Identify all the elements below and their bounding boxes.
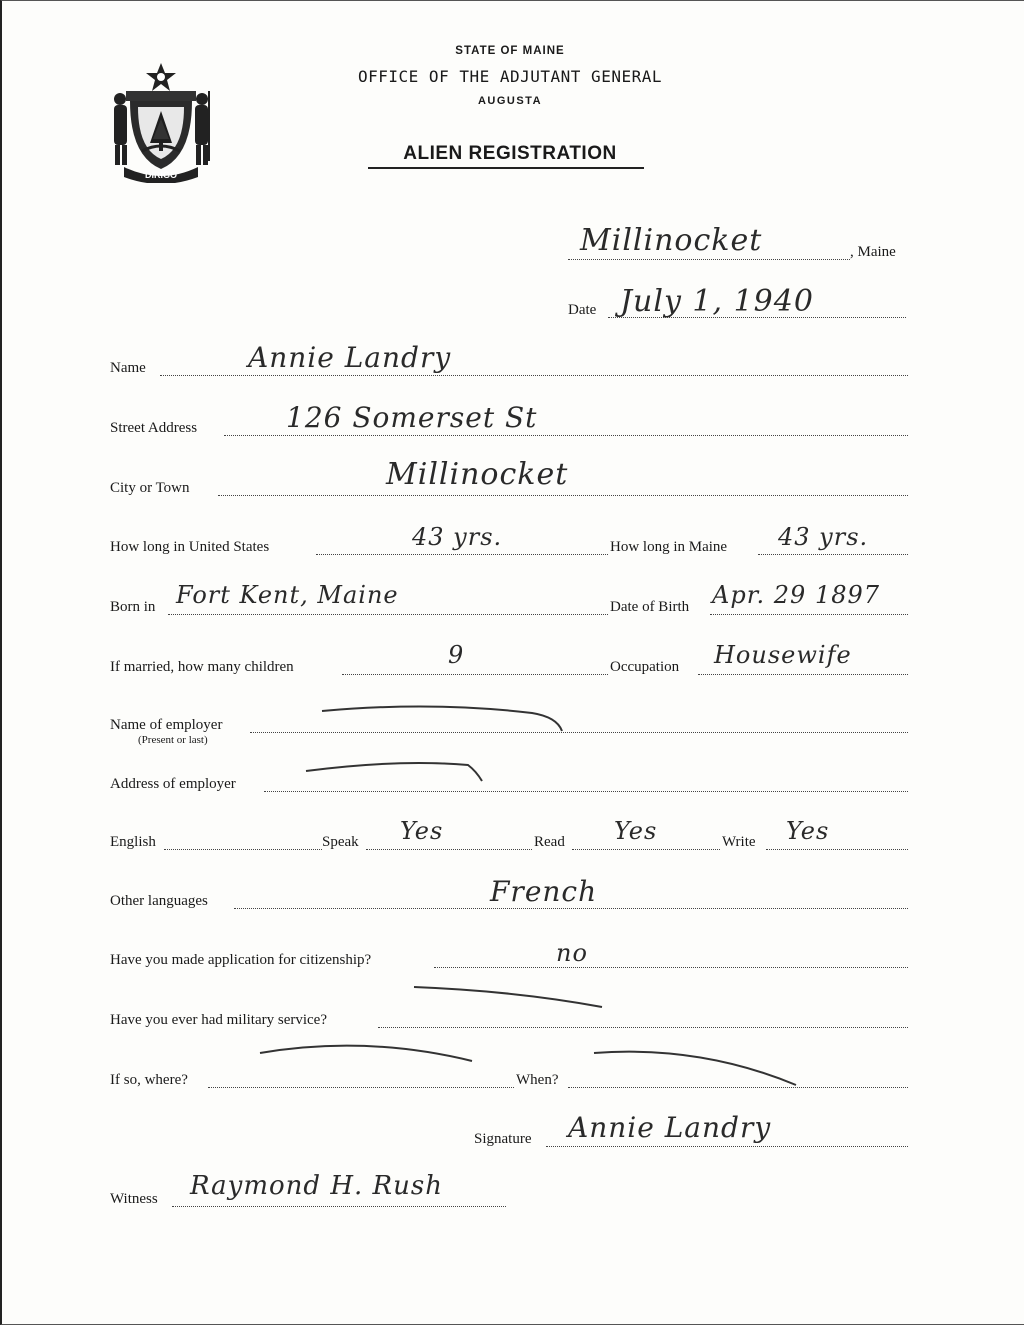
employer-address-line xyxy=(264,790,908,792)
other-languages-value: French xyxy=(490,875,598,908)
speak-value: Yes xyxy=(400,817,444,845)
employer-sublabel: (Present or last) xyxy=(138,734,208,746)
years-maine-line xyxy=(758,553,908,555)
years-maine-label: How long in Maine xyxy=(610,539,728,555)
occupation-label: Occupation xyxy=(610,659,680,675)
street-label: Street Address xyxy=(110,420,198,436)
when-label: When? xyxy=(516,1072,559,1088)
date-value: July 1, 1940 xyxy=(620,284,814,319)
years-us-label: How long in United States xyxy=(110,539,270,555)
witness-value: Raymond H. Rush xyxy=(190,1171,443,1201)
form-title: ALIEN REGISTRATION xyxy=(403,143,617,164)
english-label: English xyxy=(110,834,156,850)
write-label: Write xyxy=(722,834,756,850)
street-value: 126 Somerset St xyxy=(286,401,538,434)
write-value: Yes xyxy=(786,817,830,845)
english-line xyxy=(164,848,322,850)
dob-value: Apr. 29 1897 xyxy=(712,581,881,609)
name-label: Name xyxy=(110,360,146,376)
place-line xyxy=(568,258,850,260)
dob-label: Date of Birth xyxy=(610,599,690,615)
children-label: If married, how many children xyxy=(110,659,294,675)
where-line xyxy=(208,1086,514,1088)
city-label: City or Town xyxy=(110,480,190,496)
born-in-label: Born in xyxy=(110,599,156,615)
speak-label: Speak xyxy=(322,834,359,850)
military-label: Have you ever had military service? xyxy=(110,1012,327,1028)
name-value: Annie Landry xyxy=(248,341,452,374)
where-dash-stroke xyxy=(256,1031,486,1071)
signature-value: Annie Landry xyxy=(568,1111,772,1144)
citizenship-value: no xyxy=(556,939,588,967)
military-line xyxy=(378,1026,908,1028)
city-line xyxy=(218,494,908,496)
children-line xyxy=(342,673,608,675)
date-label: Date xyxy=(568,302,597,318)
speak-line xyxy=(366,848,532,850)
where-label: If so, where? xyxy=(110,1072,188,1088)
write-line xyxy=(766,848,908,850)
other-languages-label: Other languages xyxy=(110,893,208,909)
employer-label: Name of employer xyxy=(110,717,223,733)
witness-label: Witness xyxy=(110,1191,158,1207)
citizenship-line xyxy=(434,966,908,968)
header-city: AUGUSTA xyxy=(477,95,543,107)
dob-line xyxy=(710,613,908,615)
employer-dash-stroke xyxy=(312,701,572,741)
children-value: 9 xyxy=(448,641,465,669)
read-label: Read xyxy=(534,834,565,850)
place-suffix: , Maine xyxy=(850,244,896,260)
street-line xyxy=(224,434,908,436)
read-value: Yes xyxy=(614,817,658,845)
years-maine-value: 43 yrs. xyxy=(778,523,869,551)
employer-address-dash-stroke xyxy=(298,749,498,789)
employer-address-label: Address of employer xyxy=(110,776,236,792)
header-office: OFFICE OF THE ADJUTANT GENERAL xyxy=(358,67,662,86)
signature-line xyxy=(546,1145,908,1147)
header-state: STATE OF MAINE xyxy=(455,45,565,57)
born-in-value: Fort Kent, Maine xyxy=(176,581,399,609)
years-us-value: 43 yrs. xyxy=(412,523,503,551)
citizenship-label: Have you made application for citizenship? xyxy=(110,952,372,968)
svg-text:DIRIGO: DIRIGO xyxy=(144,170,178,180)
born-in-line xyxy=(168,613,608,615)
read-line xyxy=(572,848,720,850)
occupation-line xyxy=(698,673,908,675)
witness-line xyxy=(172,1205,506,1207)
occupation-value: Housewife xyxy=(714,641,852,669)
years-us-line xyxy=(316,553,608,555)
signature-label: Signature xyxy=(474,1131,532,1147)
military-dash-stroke xyxy=(406,977,616,1017)
name-line xyxy=(160,374,908,376)
place-value: Millinocket xyxy=(580,223,763,258)
title-underline xyxy=(368,167,644,169)
when-dash-stroke xyxy=(590,1041,810,1091)
city-value: Millinocket xyxy=(386,457,569,492)
